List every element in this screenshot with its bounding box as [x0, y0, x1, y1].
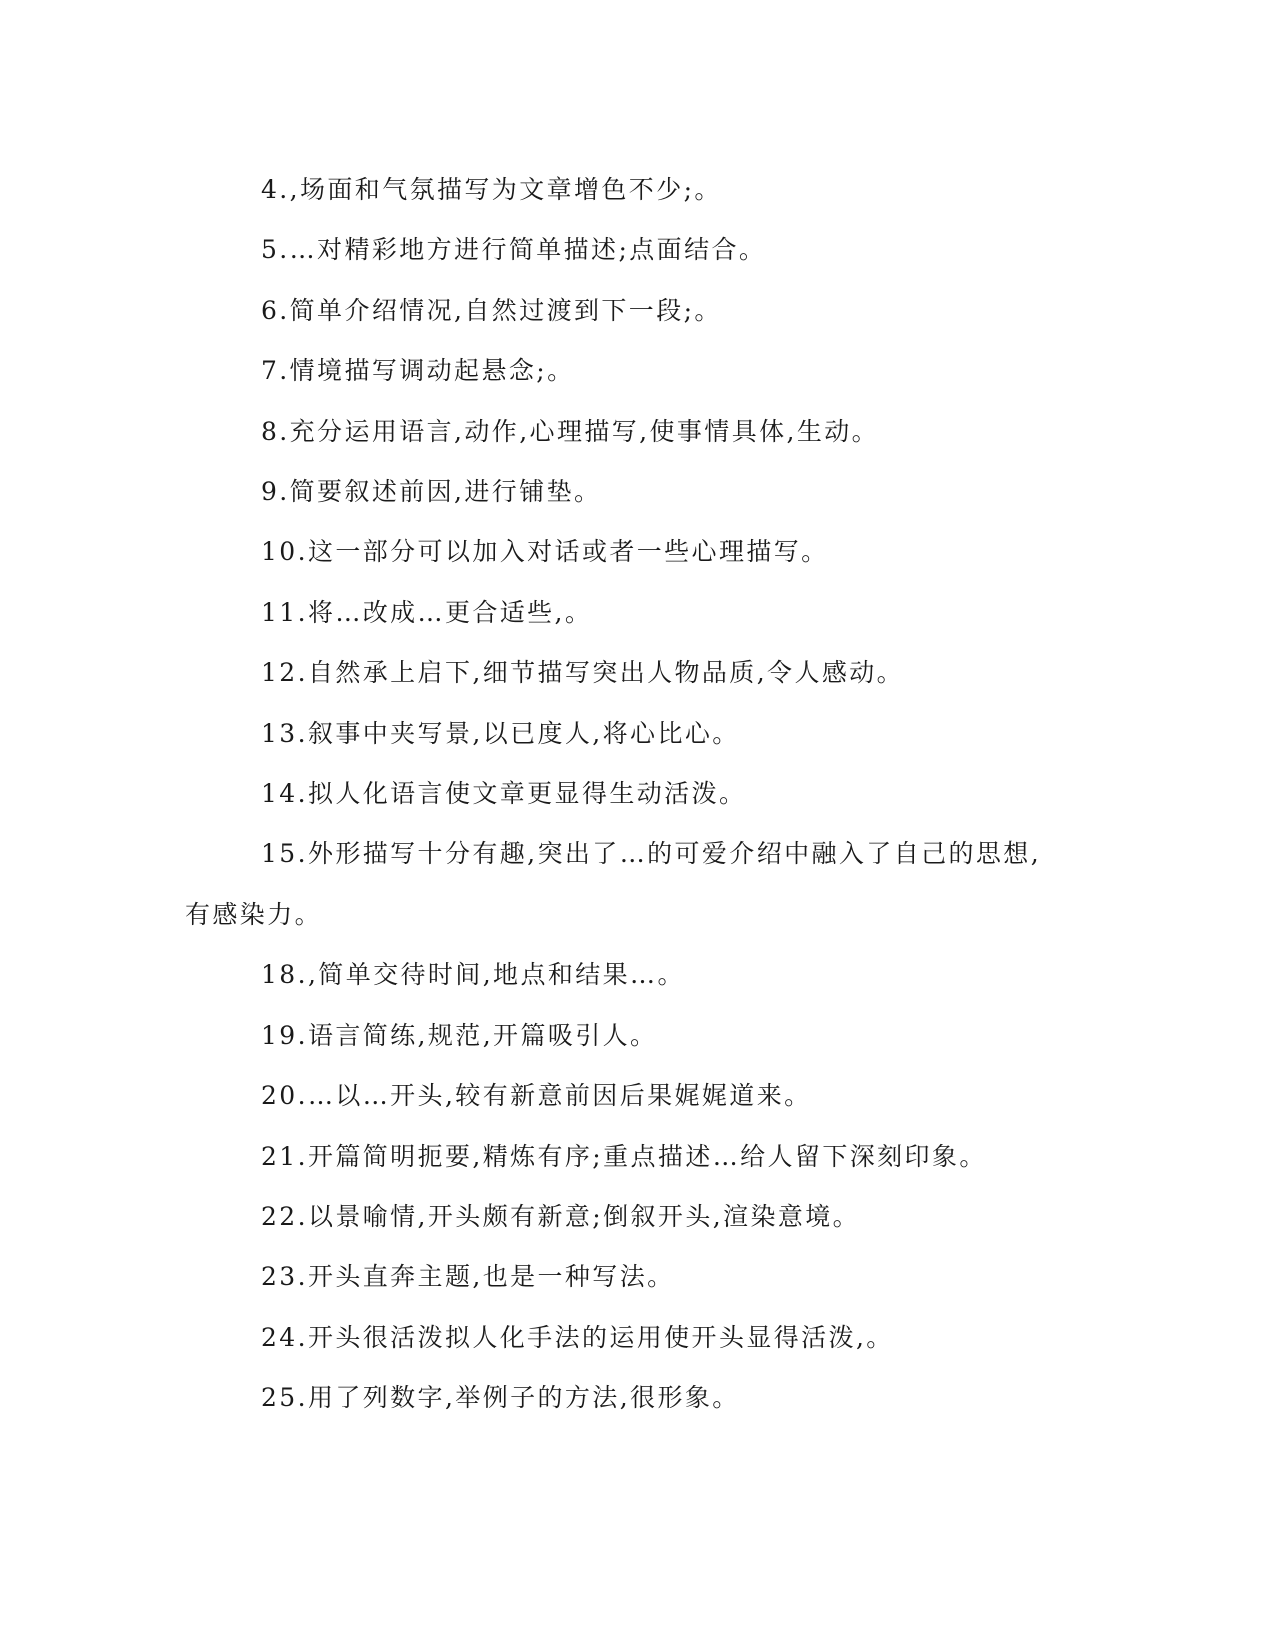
paragraph-4: 4.,场面和气氛描写为文章增色不少;。 [261, 175, 722, 204]
paragraph-12: 12.自然承上启下,细节描写突出人物品质,令人感动。 [261, 658, 905, 688]
paragraph-23: 23.开头直奔主题,也是一种写法。 [261, 1262, 675, 1292]
paragraph-9: 9.简要叙述前因,进行铺垫。 [261, 477, 602, 507]
paragraph-18: 18.,简单交待时间,地点和结果…。 [261, 960, 685, 990]
paragraph-25: 25.用了列数字,举例子的方法,很形象。 [261, 1383, 740, 1413]
paragraph-13: 13.叙事中夹写景,以已度人,将心比心。 [261, 718, 740, 748]
paragraph-10: 10.这一部分可以加入对话或者一些心理描写。 [261, 537, 829, 567]
paragraph-24: 24.开头很活泼拟人化手法的运用使开头显得活泼,。 [261, 1322, 894, 1352]
document-body [185, 160, 1065, 1429]
paragraph-11: 11.将…改成…更合适些,。 [261, 597, 593, 627]
paragraph-15: 15.外形描写十分有趣,突出了…的可爱介绍中融入了自己的思想,有感染力。 [185, 839, 1042, 929]
paragraph-19: 19.语言简练,规范,开篇吸引人。 [261, 1020, 658, 1050]
paragraph-14: 14.拟人化语言使文章更显得生动活泼。 [261, 779, 747, 809]
paragraph-21: 21.开篇简明扼要,精炼有序;重点描述…给人留下深刻印象。 [261, 1141, 987, 1171]
paragraph-22: 22.以景喻情,开头颇有新意;倒叙开头,渲染意境。 [261, 1201, 861, 1231]
paragraph-20: 20.…以…开头,较有新意前因后果娓娓道来。 [261, 1081, 812, 1111]
paragraph-5: 5.…对精彩地方进行简单描述;点面结合。 [261, 235, 767, 265]
paragraph-8: 8.充分运用语言,动作,心理描写,使事情具体,生动。 [261, 416, 880, 446]
paragraph-7: 7.情境描写调动起悬念;。 [261, 356, 575, 386]
paragraph-6: 6.简单介绍情况,自然过渡到下一段;。 [261, 295, 722, 325]
